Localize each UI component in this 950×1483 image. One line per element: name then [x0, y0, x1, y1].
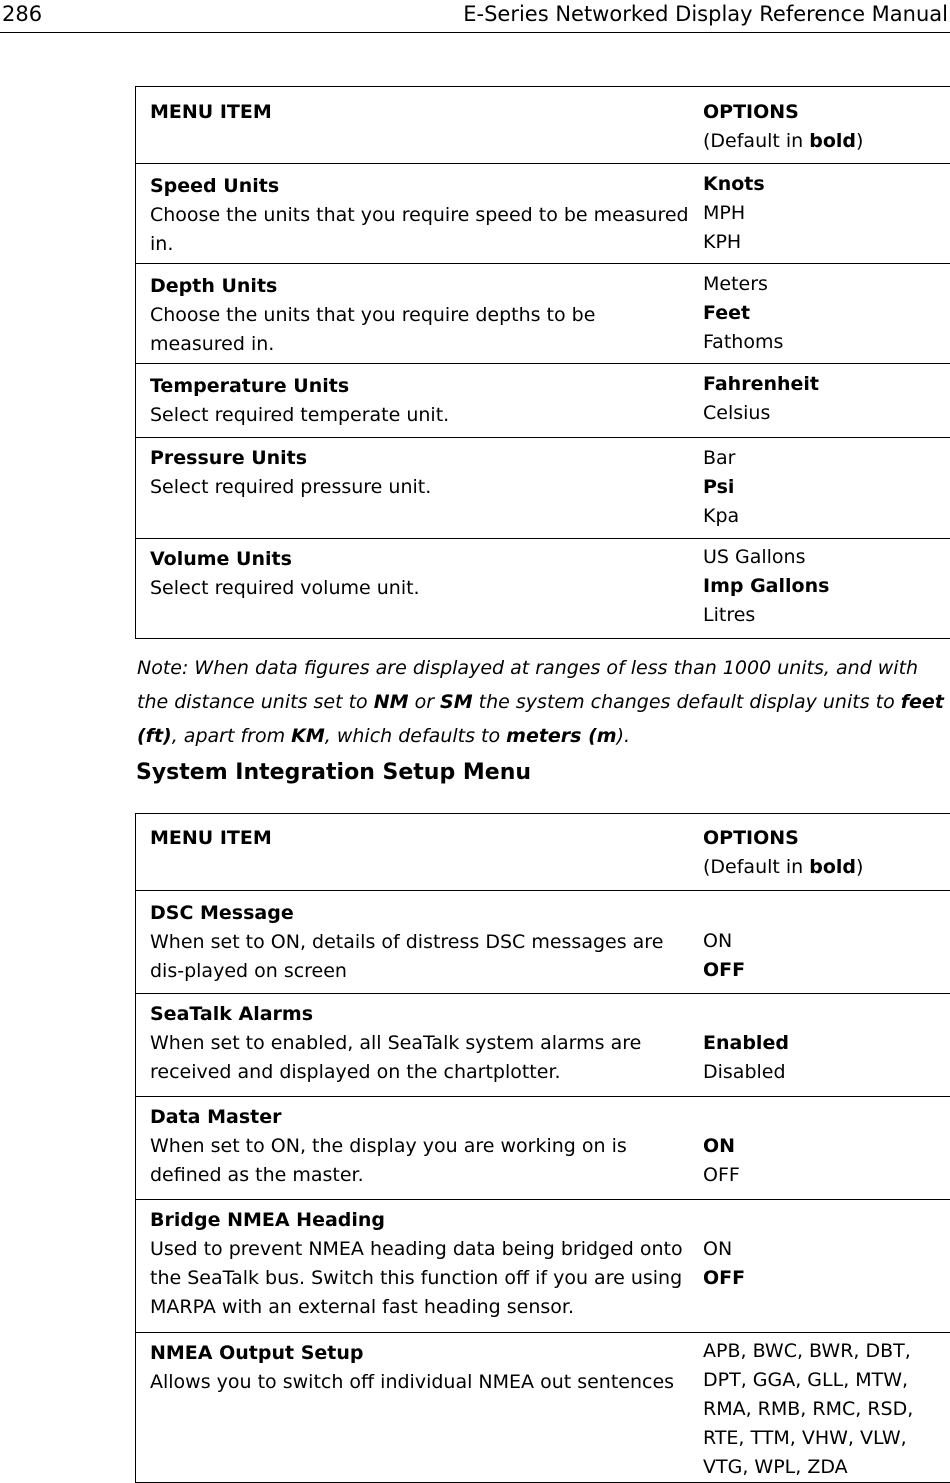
system-integration-menu-table — [135, 813, 950, 1483]
default-note: (Default in bold) — [703, 856, 863, 878]
menu-item-description: Used to prevent NMEA heading data being bridged onto the SeaTalk bus. Switch this function off if you are using MARPA with an external fast heading sensor. — [150, 1238, 683, 1318]
section-title: System Integration Setup Menu — [136, 760, 531, 785]
default-option: Psi — [703, 473, 950, 502]
options-cell — [703, 539, 950, 639]
option: ON — [703, 1235, 950, 1264]
menu-item-cell — [136, 539, 704, 639]
table-header-row — [136, 87, 950, 164]
default-option: Imp Gallons — [703, 572, 950, 601]
default-option: OFF — [703, 956, 950, 985]
option: KPH — [703, 228, 950, 257]
menu-item-description: Select required temperate unit. — [150, 404, 449, 426]
table-row — [136, 1097, 950, 1200]
units-note: Note: When data figures are displayed at ranges of less than 1000 units, and with the distance units set to NM or SM the system changes default display units to feet (ft), apart from KM, which defaults to meters (m). — [137, 651, 949, 753]
option: Fathoms — [703, 328, 950, 357]
menu-item-name: NMEA Output Setup — [150, 1342, 363, 1364]
menu-item-description: Allows you to switch off individual NMEA out sentences — [150, 1371, 674, 1393]
default-option: OFF — [703, 1264, 950, 1293]
menu-item-name: SeaTalk Alarms — [150, 1003, 313, 1025]
table-header-row — [136, 814, 950, 891]
menu-item-description: Select required volume unit. — [150, 577, 420, 599]
menu-item-name: Bridge NMEA Heading — [150, 1209, 385, 1231]
table-row — [136, 364, 950, 438]
menu-item-description: Choose the units that you require speed to be measured in. — [150, 204, 689, 255]
table-row — [136, 1333, 950, 1483]
default-option: Enabled — [703, 1029, 950, 1058]
options-cell — [703, 994, 950, 1097]
default-option: ON — [703, 1132, 950, 1161]
options-cell — [703, 1097, 950, 1200]
units-menu-table — [135, 86, 950, 639]
menu-item-name: Speed Units — [150, 175, 279, 197]
options-cell — [703, 364, 950, 438]
option: APB, BWC, BWR, DBT, DPT, GGA, GLL, MTW, RMA, RMB, RMC, RSD, RTE, TTM, VHW, VLW, VTG, WPL, ZDA — [703, 1337, 950, 1482]
menu-item-header-cell — [136, 814, 704, 891]
table-row — [136, 1200, 950, 1333]
options-cell — [703, 164, 950, 264]
option: Disabled — [703, 1058, 950, 1087]
menu-item-header-cell — [136, 87, 704, 164]
options-cell — [703, 264, 950, 364]
options-cell — [703, 438, 950, 539]
options-header: OPTIONS — [703, 101, 799, 123]
table-row — [136, 264, 950, 364]
table-row — [136, 438, 950, 539]
menu-item-description: When set to ON, the display you are working on is defined as the master. — [150, 1135, 627, 1186]
menu-item-cell — [136, 1097, 704, 1200]
default-option: Feet — [703, 299, 950, 328]
options-cell — [703, 1200, 950, 1333]
menu-item-description: Select required pressure unit. — [150, 476, 431, 498]
menu-item-cell — [136, 264, 704, 364]
options-header-cell — [703, 814, 950, 891]
option: Bar — [703, 444, 950, 473]
option: MPH — [703, 199, 950, 228]
menu-item-cell — [136, 438, 704, 539]
option: Celsius — [703, 399, 950, 428]
menu-item-header: MENU ITEM — [150, 101, 272, 123]
option: ON — [703, 927, 950, 956]
menu-item-name: DSC Message — [150, 902, 294, 924]
menu-item-description: When set to enabled, all SeaTalk system alarms are received and displayed on the chartplotter. — [150, 1032, 641, 1083]
options-cell — [703, 891, 950, 994]
option: Kpa — [703, 502, 950, 531]
menu-item-cell — [136, 1333, 704, 1483]
menu-item-name: Depth Units — [150, 275, 277, 297]
menu-item-cell — [136, 164, 704, 264]
option: Litres — [703, 601, 950, 630]
default-option: Fahrenheit — [703, 370, 950, 399]
table-row — [136, 891, 950, 994]
menu-item-cell — [136, 1200, 704, 1333]
menu-item-name: Temperature Units — [150, 375, 349, 397]
option: US Gallons — [703, 543, 950, 572]
menu-item-description: When set to ON, details of distress DSC messages are dis-played on screen — [150, 931, 663, 982]
menu-item-cell — [136, 364, 704, 438]
table-row — [136, 539, 950, 639]
options-cell — [703, 1333, 950, 1483]
menu-item-name: Volume Units — [150, 548, 292, 570]
table-row — [136, 164, 950, 264]
option: OFF — [703, 1161, 950, 1190]
menu-item-cell — [136, 994, 704, 1097]
options-header-cell — [703, 87, 950, 164]
page-header — [0, 0, 950, 33]
page-number: 286 — [2, 2, 42, 26]
menu-item-cell — [136, 891, 704, 994]
menu-item-header: MENU ITEM — [150, 827, 272, 849]
options-header: OPTIONS — [703, 827, 799, 849]
default-note: (Default in bold) — [703, 130, 863, 152]
default-option: Knots — [703, 170, 950, 199]
option: Meters — [703, 270, 950, 299]
table-row — [136, 994, 950, 1097]
menu-item-name: Data Master — [150, 1106, 282, 1128]
menu-item-description: Choose the units that you require depths to be measured in. — [150, 304, 595, 355]
menu-item-name: Pressure Units — [150, 447, 307, 469]
manual-title: E-Series Networked Display Reference Manual — [463, 2, 948, 26]
